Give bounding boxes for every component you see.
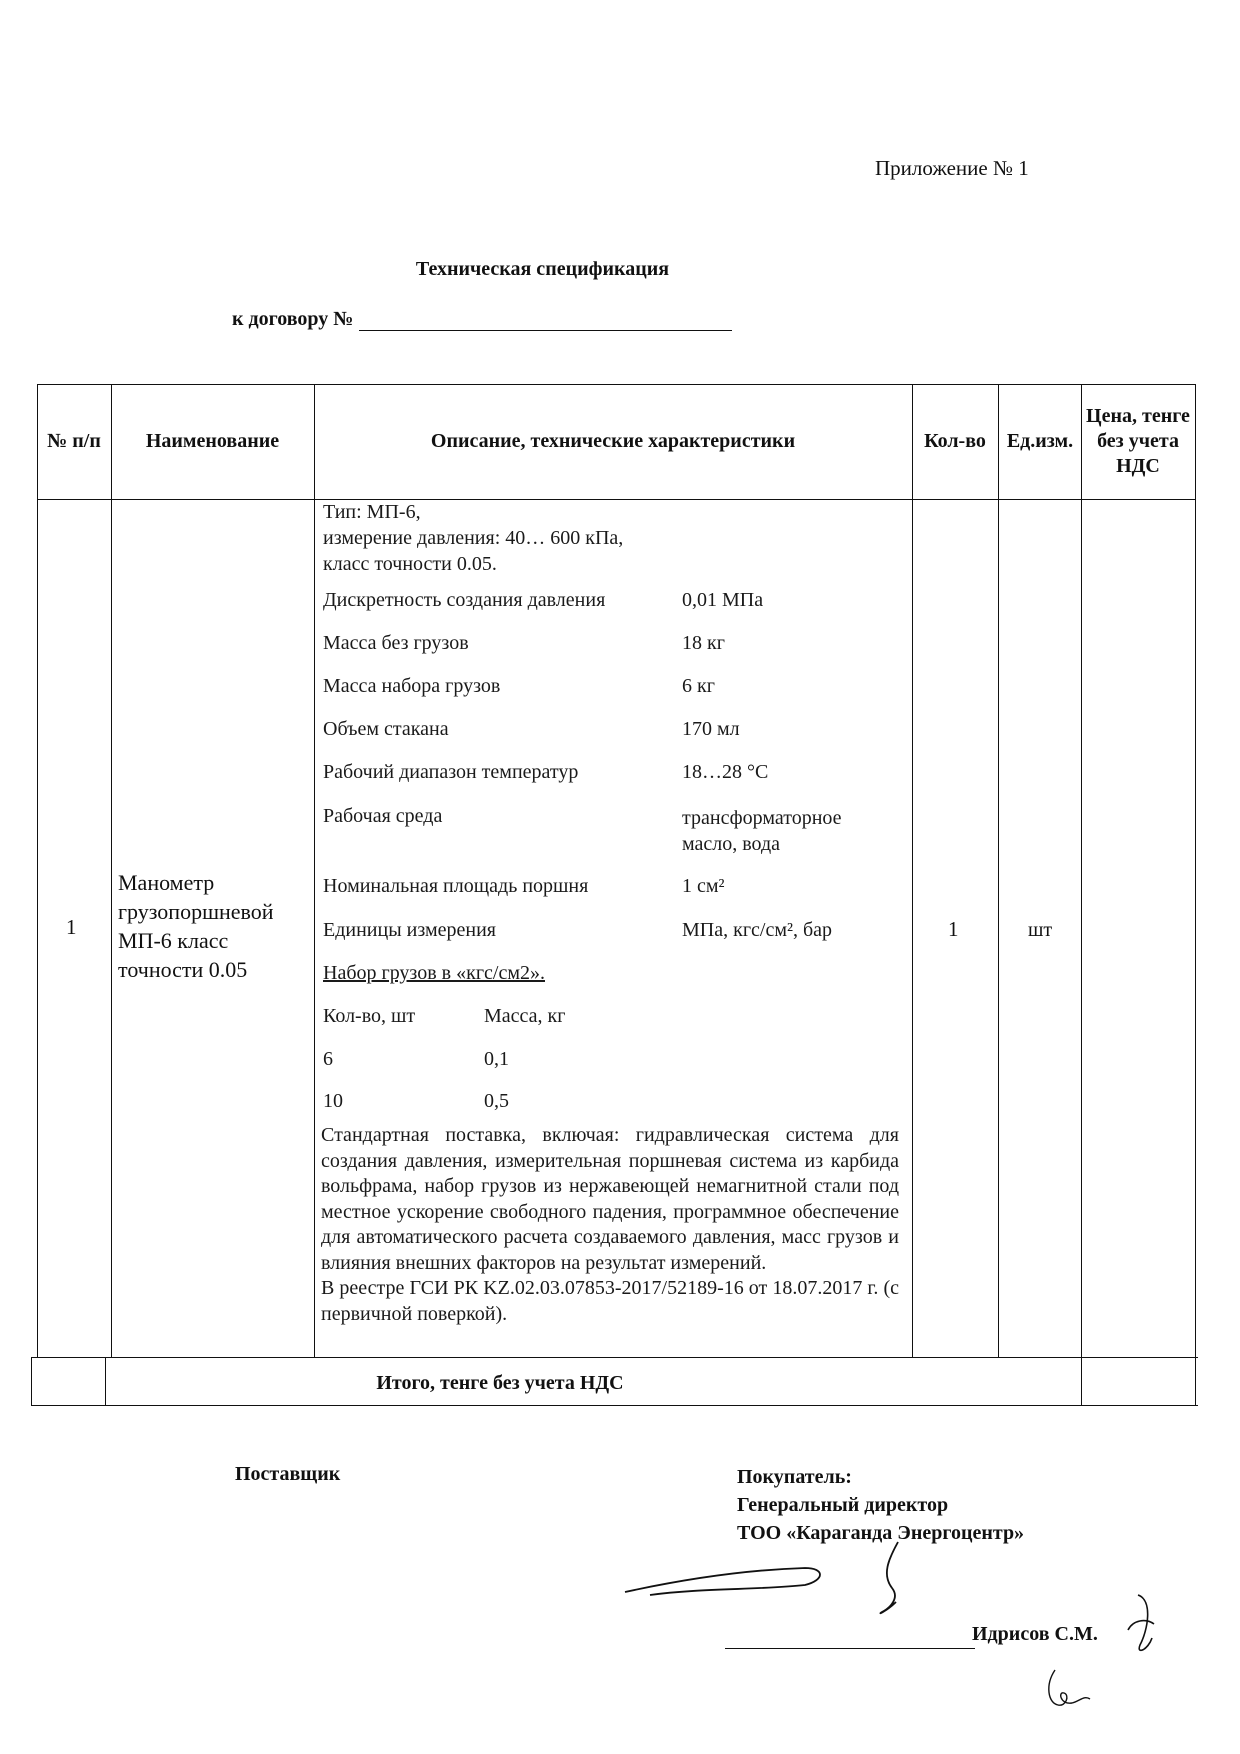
registry-paragraph: В реестре ГСИ РК KZ.02.03.07853-2017/52189-16 от 18.07.2017 г. (с первичной поверкой).: [321, 1277, 899, 1325]
contract-number-blank: [359, 310, 732, 331]
spec-value: 0,01 МПа: [682, 589, 764, 611]
header-cell-name: Наименование: [145, 430, 280, 452]
buyer-label: Покупатель:: [737, 1466, 852, 1488]
item-name: Манометр грузопоршневой МП-6 класс точности 0.05: [118, 870, 274, 982]
header-cell-description: Описание, технические характеристики: [430, 430, 796, 452]
supplier-label: Поставщик: [235, 1463, 341, 1485]
spec-label: Номинальная площадь поршня: [323, 875, 589, 897]
header-cell-quantity: Кол-во: [924, 430, 986, 452]
item-unit: шт: [1028, 919, 1053, 941]
header-cell-unit: Ед.изм.: [1006, 430, 1074, 452]
weights-title: Набор грузов в «кгс/см2».: [323, 962, 545, 984]
total-label: Итого, тенге без учета НДС: [376, 1372, 624, 1394]
spec-value: трансформаторное масло, вода: [682, 807, 842, 855]
contract-label: к договору №: [232, 308, 354, 330]
spec-value: 1 см²: [682, 875, 725, 897]
spec-label: Масса набора грузов: [323, 675, 501, 697]
initials-mark: [1040, 1665, 1100, 1715]
header-cell-price: Цена, тенге без учета НДС: [1086, 405, 1190, 477]
col-divider-5: [1081, 384, 1082, 1405]
table-row-separator: [31, 1357, 1198, 1358]
buyer-block: [737, 1463, 1024, 1547]
spec-value: МПа, кгс/см², бар: [682, 919, 833, 941]
intro-line: класс точности 0.05.: [323, 553, 497, 575]
spec-label: Единицы измерения: [323, 919, 496, 941]
spec-label: Рабочий диапазон температур: [323, 761, 579, 783]
spec-label: Дискретность создания давления: [323, 589, 606, 611]
handwritten-signature: [620, 1540, 940, 1620]
intro-line: Тип: МП-6,: [323, 501, 421, 523]
col-divider-1: [111, 384, 112, 1357]
weights-header-count: Кол-во, шт: [323, 1005, 416, 1027]
signature-line: [725, 1648, 975, 1649]
item-delivery-text: [321, 1123, 899, 1327]
spec-value: 170 мл: [682, 718, 740, 740]
table-border-left: [37, 384, 38, 1357]
contract-reference: [232, 308, 732, 331]
col-divider-2: [314, 384, 315, 1357]
weights-count: 6: [323, 1048, 333, 1070]
spec-value: 6 кг: [682, 675, 715, 697]
header-cell-number: № п/п: [47, 430, 101, 452]
buyer-position: Генеральный директор: [737, 1494, 949, 1516]
item-quantity: 1: [948, 917, 959, 941]
table-border-bottom: [31, 1405, 1198, 1406]
weights-header-mass: Масса, кг: [484, 1005, 566, 1027]
buyer-company: ТОО «Караганда Энергоцентр»: [737, 1522, 1025, 1544]
table-border-right: [1195, 384, 1196, 1405]
row-number: 1: [66, 915, 77, 939]
col-divider-4: [998, 384, 999, 1357]
signer-name: Идрисов С.М.: [972, 1623, 1098, 1645]
spec-value: 18…28 °С: [682, 761, 769, 783]
spec-label: Масса без грузов: [323, 632, 469, 654]
weights-mass: 0,5: [484, 1090, 509, 1112]
col-divider-3: [912, 384, 913, 1357]
initials-signature: [1118, 1590, 1168, 1665]
weights-mass: 0,1: [484, 1048, 509, 1070]
weights-count: 10: [323, 1090, 343, 1112]
spec-label: Рабочая среда: [323, 805, 443, 827]
delivery-paragraph: Стандартная поставка, включая: гидравлическая система для создания давления, измерительная поршневая система из карбида вольфрама, набор грузов из нержавеющей немагнитной стали под местное ускорение свободного падения, программное обеспечение для автоматического расчета создаваемого давления, масс грузов и влияния внешних факторов на результат измерений.: [321, 1124, 899, 1274]
spec-label: Объем стакана: [323, 718, 449, 740]
spec-value: 18 кг: [682, 632, 725, 654]
document-title: Техническая спецификация: [415, 258, 670, 280]
appendix-label: Приложение № 1: [875, 156, 1029, 180]
item-intro: [323, 499, 623, 577]
intro-line: измерение давления: 40… 600 кПа,: [323, 527, 624, 549]
